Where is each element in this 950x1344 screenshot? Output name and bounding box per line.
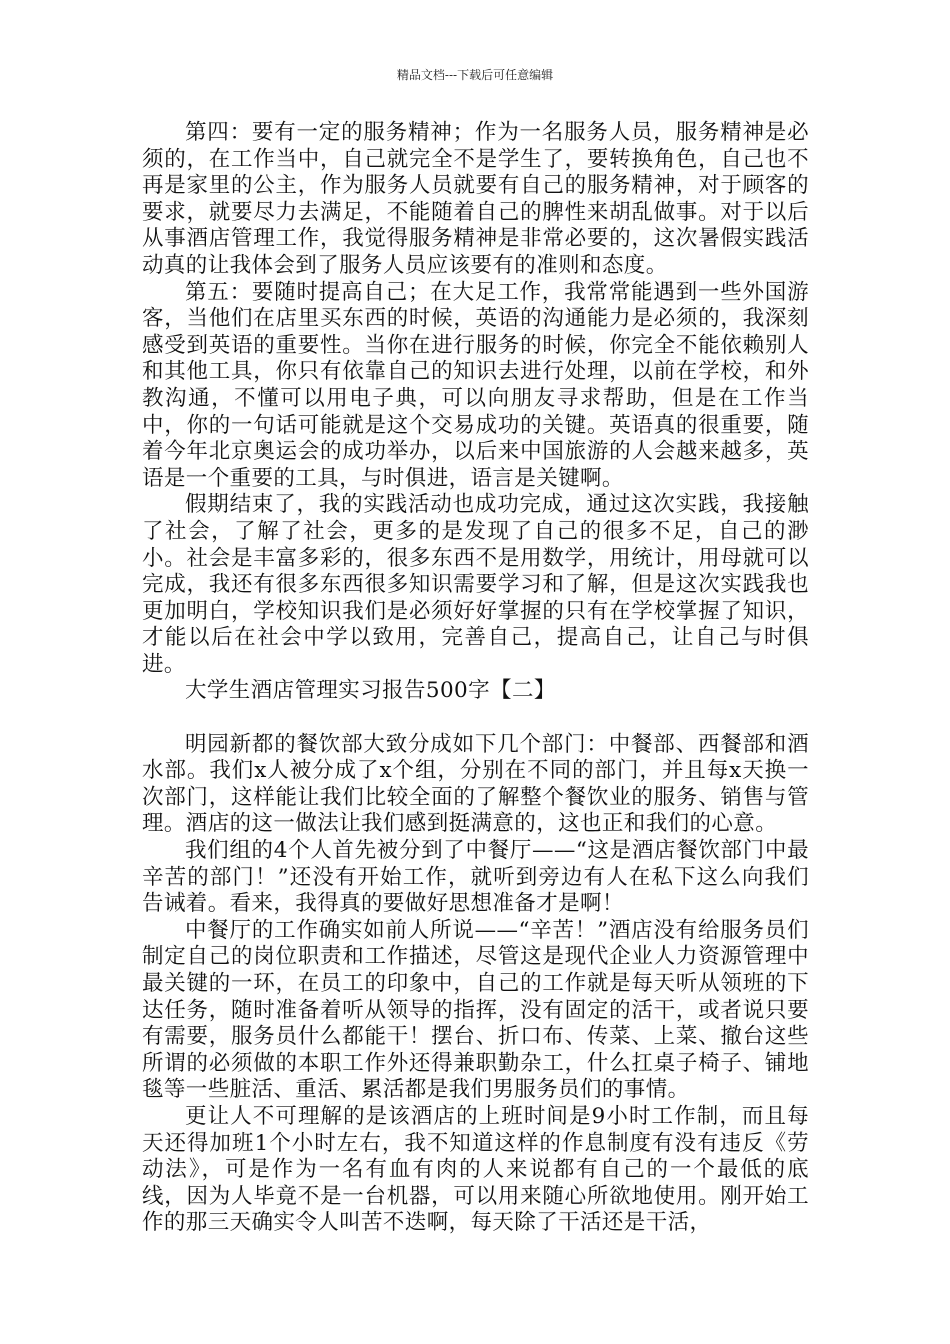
page-header: 精品文档---下载后可任意编辑 bbox=[396, 68, 554, 82]
paragraph-working-hours: 更让人不可理解的是该酒店的上班时间是9小时工作制，而且每天还得加班1个小时左右，我不知道这样的作息制度有没有违反《劳动法》，可是作为一名有血有肉的人来说都有自己的一个最低的底线，因为人毕竟不是一台机器，可以用来随心所欲地使用。刚开始工作的那三天确实令人叫苦不迭啊，每天除了干活还是干活， bbox=[142, 1103, 809, 1236]
paragraph-service-spirit: 第四：要有一定的服务精神；作为一名服务人员，服务精神是必须的，在工作当中，自己就完全不是学生了，要转换角色，自己也不再是家里的公主，作为服务人员就要有自己的服务精神，对于顾客的要求，就要尽力去满足，不能随着自己的脾性来胡乱做事。对于以后从事酒店管理工作，我觉得服务精神是非常必要的，这次暑假实践活动真的让我体会到了服务人员应该要有的准则和态度。 bbox=[142, 120, 809, 278]
section-heading: 大学生酒店管理实习报告500字【二】 bbox=[185, 678, 556, 704]
paragraph-self-improvement: 第五：要随时提高自己；在大足工作，我常常能遇到一些外国游客，当他们在店里买东西的时候，英语的沟通能力是必须的，我深刻感受到英语的重要性。当你在进行服务的时候，你完全不能依赖别人和其他工具，你只有依靠自己的知识去进行处理，以前在学校，和外教沟通，不懂可以用电子典，可以向朋友寻求帮助，但是在工作当中，你的一句话可能就是这个交易成功的关键。英语真的很重要，随着今年北京奥运会的成功举办，以后来中国旅游的人会越来越多，英语是一个重要的工具，与时俱进，语言是关键啊。 bbox=[142, 279, 809, 491]
paragraph-conclusion: 假期结束了，我的实践活动也成功完成，通过这次实践，我接触了社会，了解了社会，更多的是发现了自己的很多不足，自己的渺小。社会是丰富多彩的，很多东西不是用数学，用统计，用母就可以完成，我还有很多东西很多知识需要学习和了解，但是这次实践我也更加明白，学校知识我们是必须好好掌握的只有在学校掌握了知识，才能以后在社会中学以致用，完善自己，提高自己，让自己与时俱进。 bbox=[142, 492, 809, 677]
paragraph-departments: 明园新都的餐饮部大致分成如下几个部门：中餐部、西餐部和酒水部。我们x人被分成了x个组，分别在不同的部门，并且每x天换一次部门，这样能让我们比较全面的了解整个餐饮业的服务、销售与管理。酒店的这一做法让我们感到挺满意的，这也正和我们的心意。 bbox=[142, 731, 809, 837]
paragraph-chinese-restaurant: 我们组的4个人首先被分到了中餐厅——“这是酒店餐饮部门中最辛苦的部门！”还没有开始工作，就听到旁边有人在私下这么向我们告诫着。看来，我得真的要做好思想准备才是啊！ bbox=[142, 838, 809, 917]
paragraph-hard-work: 中餐厅的工作确实如前人所说——“辛苦！”酒店没有给服务员们制定自己的岗位职责和工作描述，尽管这是现代企业人力资源管理中最关键的一环，在员工的印象中，自己的工作就是每天听从领班的下达任务，随时准备着听从领导的指挥，没有固定的活干，或者说只要有需要，服务员什么都能干！摆台、折口布、传菜、上菜、撤台这些所谓的必须做的本职工作外还得兼职勤杂工，什么扛桌子椅子、铺地毯等一些脏活、重活、累活都是我们男服务员们的事情。 bbox=[142, 917, 809, 1103]
document-body bbox=[142, 120, 809, 1237]
